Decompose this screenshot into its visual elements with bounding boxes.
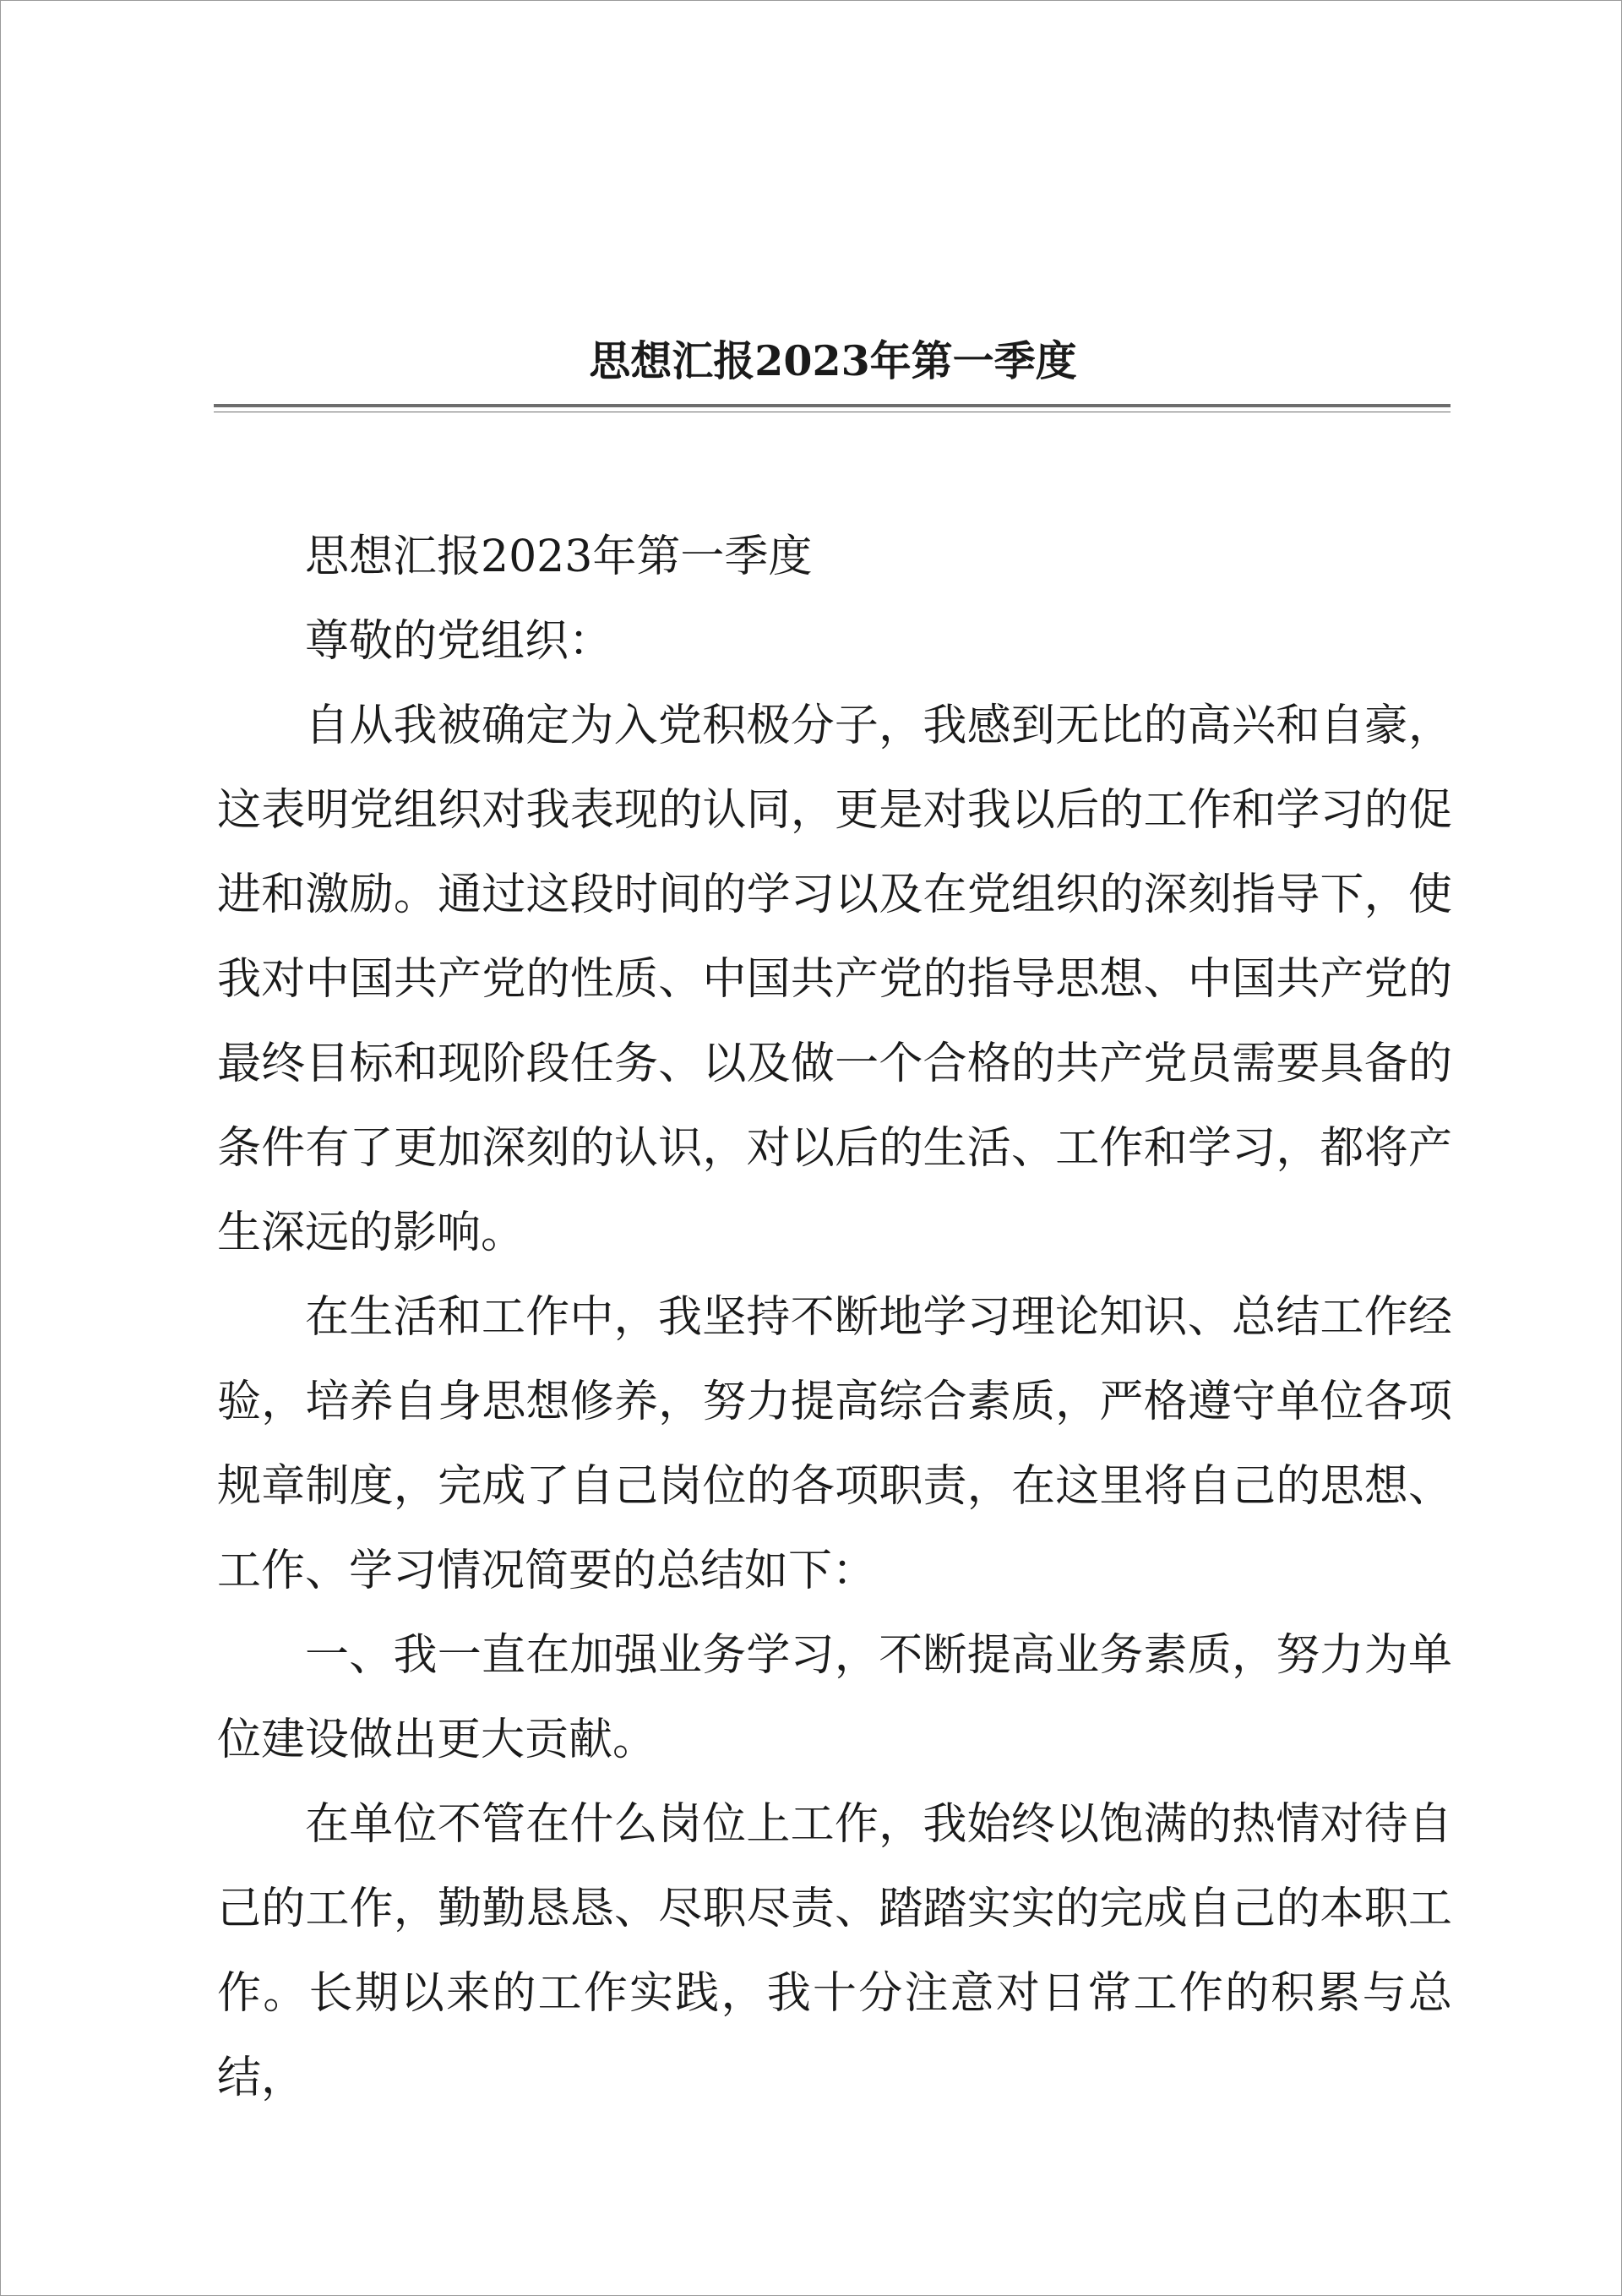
document-body <box>217 515 1452 2120</box>
body-paragraph: 自从我被确定为入党积极分子，我感到无比的高兴和自豪，这表明党组织对我表现的认同，更是对我以后的工作和学习的促进和激励。通过这段时间的学习以及在党组织的深刻指导下，使我对中国共产党的性质、中国共产党的指导思想、中国共产党的最终目标和现阶段任务、以及做一个合格的共产党员需要具备的条件有了更加深刻的认识，对以后的生活、工作和学习，都将产生深远的影响。 <box>217 701 1452 1258</box>
section-heading-paragraph: 一、我一直在加强业务学习，不断提高业务素质，努力为单位建设做出更大贡献。 <box>217 1630 1452 1765</box>
title-divider <box>214 404 1451 412</box>
salutation-paragraph: 尊敬的党组织： <box>305 616 613 667</box>
body-paragraph: 在单位不管在什么岗位上工作，我始终以饱满的热情对待自己的工作，勤勤恳恳、尽职尽责、踏踏实实的完成自己的本职工作。长期以来的工作实践，我十分注意对日常工作的积累与总结， <box>217 1799 1452 2103</box>
document-title: 思想汇报2023年第一季度 <box>589 336 1077 385</box>
body-paragraph: 在生活和工作中，我坚持不断地学习理论知识、总结工作经验，培养自身思想修养，努力提高综合素质，严格遵守单位各项规章制度，完成了自己岗位的各项职责，在这里将自己的思想、工作、学习情况简要的总结如下： <box>217 1292 1452 1596</box>
heading-paragraph: 思想汇报2023年第一季度 <box>305 532 813 582</box>
